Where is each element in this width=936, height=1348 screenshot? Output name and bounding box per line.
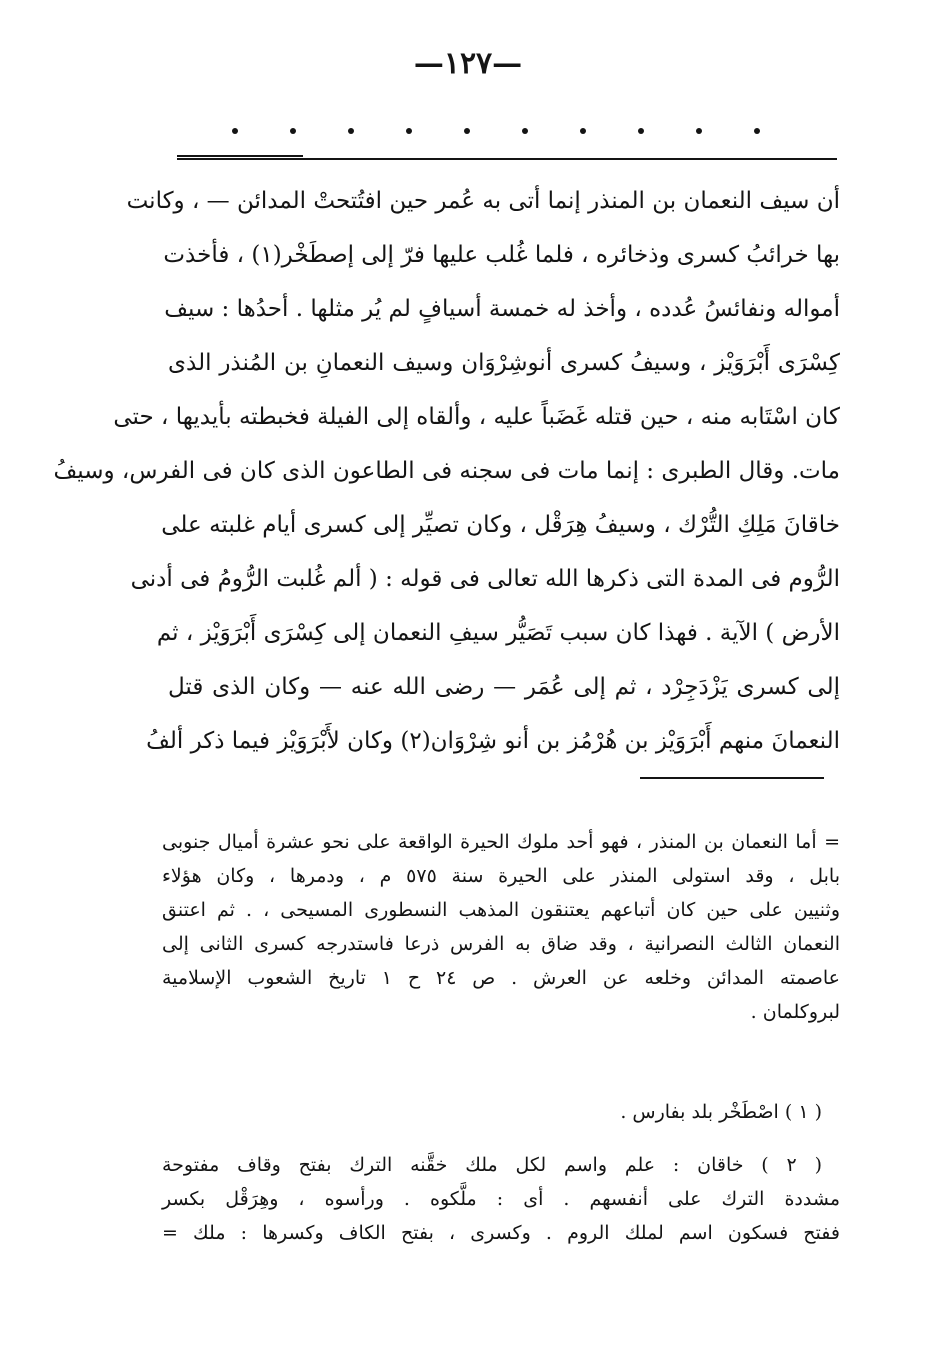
footnote-1	[162, 1095, 840, 1129]
body-line: النعمانَ منهم أَبْرَوَيْز بن هُرْمُز بن أنو شِرْوَان(٢) وكان لأَبْرَوَيْز فيما ذكر ألفُ	[146, 728, 840, 754]
footnote-line: عاصمته المدائن وخلعه عن العرش . ص ٢٤ ح ١ تاريخ الشعوب الإسلامية	[162, 967, 841, 989]
continued-footnote	[162, 825, 840, 1029]
footnote-line: ففتح فسكون اسم لملك الروم . وكسرى ، بفتح الكاف وكسرها : ملك =	[162, 1222, 840, 1244]
body-line: أن سيف النعمان بن المنذر إنما أتى به عُمر حين افتُتحتْ المدائن — ، وكانت	[126, 188, 840, 214]
body-line: أمواله ونفائسُ عُدده ، وأخذ له خمسة أسيافٍ لم يُر مثلها . أحدُها : سيف	[164, 296, 840, 322]
dot-ornament	[696, 128, 702, 134]
footnote-line: وثنيين على حين كان أتباعهم يعتنقون المذهب النسطورى المسيحى ، . ثم اعتنق	[162, 899, 840, 921]
body-line: الرُّوم فى المدة التى ذكرها الله تعالى فى قوله : ( ألم غُلبت الرُّومُ فى أدنى	[130, 566, 840, 592]
footnote-separator	[640, 777, 824, 779]
footnote-line: بابل ، وقد استولى المنذر على الحيرة سنة ٥٧٥ م ، ودمرها ، وكان هؤلاء	[162, 865, 840, 887]
dot-ornament	[348, 128, 354, 134]
footnote-line: ( ١ ) اصْطَخْر بلد بفارس .	[620, 1101, 822, 1123]
dot-ornament	[290, 128, 296, 134]
dot-ornament	[638, 128, 644, 134]
body-line: مات. وقال الطبرى : إنما مات فى سجنه فى الطاعون الذى كان فى الفرس، وسيفُ	[53, 458, 840, 484]
dot-ornament	[464, 128, 470, 134]
body-line: خاقانَ مَلِكِ التُّرْك ، وسيفُ هِرَقْل ، وكان تصيِّر إلى كسرى أيام غلبته على	[161, 512, 840, 538]
body-line: الأرض ) الآية . فهذا كان سبب تَصَيُّر سيفِ النعمان إلى كِسْرَى أَبْرَوَيْز ، ثم	[156, 620, 840, 646]
body-line: إلى كسرى يَزْدَجِرْد ، ثم إلى عُمَر — رضى الله عنه — وكان الذى قتل	[168, 674, 840, 700]
dot-ornament	[232, 128, 238, 134]
dot-ornament	[580, 128, 586, 134]
footnote-line: النعمان الثالث النصرانية ، وقد ضاق به الفرس ذرعا فاستدرجه كسرى الثانى إلى	[162, 933, 840, 955]
dot-ornament	[754, 128, 760, 134]
footnote-line: لبروكلمان .	[750, 1001, 840, 1023]
dot-ornament	[406, 128, 412, 134]
main-body-text	[53, 174, 841, 768]
page-number: —١٢٧—	[413, 46, 523, 81]
footnote-line: مشددة الترك على أنفسهم . أى : ملَّكوه . ورأسوه ، وهِرَقْل بكسر	[162, 1188, 840, 1210]
footnote-2	[162, 1148, 840, 1250]
body-line: كِسْرَى أَبْرَوَيْز ، وسيفُ كسرى أنوشِرْوَان وسيف النعمانِ بن المُنذر الذى	[168, 350, 841, 376]
header-rule-short	[177, 155, 303, 157]
body-line: كان اسْتَابه منه ، حين قتله غَضَباً عليه ، وألقاه إلى الفيلة فخبطته بأيديها ، حتى	[113, 404, 840, 430]
footnote-line: ( ٢ ) خاقان : علم واسم لكل ملك خقَّنه الترك بفتح وقاف مفتوحة	[162, 1154, 822, 1176]
footnote-line: = أما النعمان بن المنذر ، فهو أحد ملوك الحيرة الواقعة على نحو عشرة أميال جنوبى	[162, 831, 840, 853]
body-line: بها خرائبُ كسرى وذخائره ، فلما غُلب عليها فرّ إلى إصطَخْر(١) ، فأخذت	[163, 242, 840, 268]
dot-ornament	[522, 128, 528, 134]
decorative-dots	[180, 118, 820, 158]
header-rule	[177, 158, 837, 160]
